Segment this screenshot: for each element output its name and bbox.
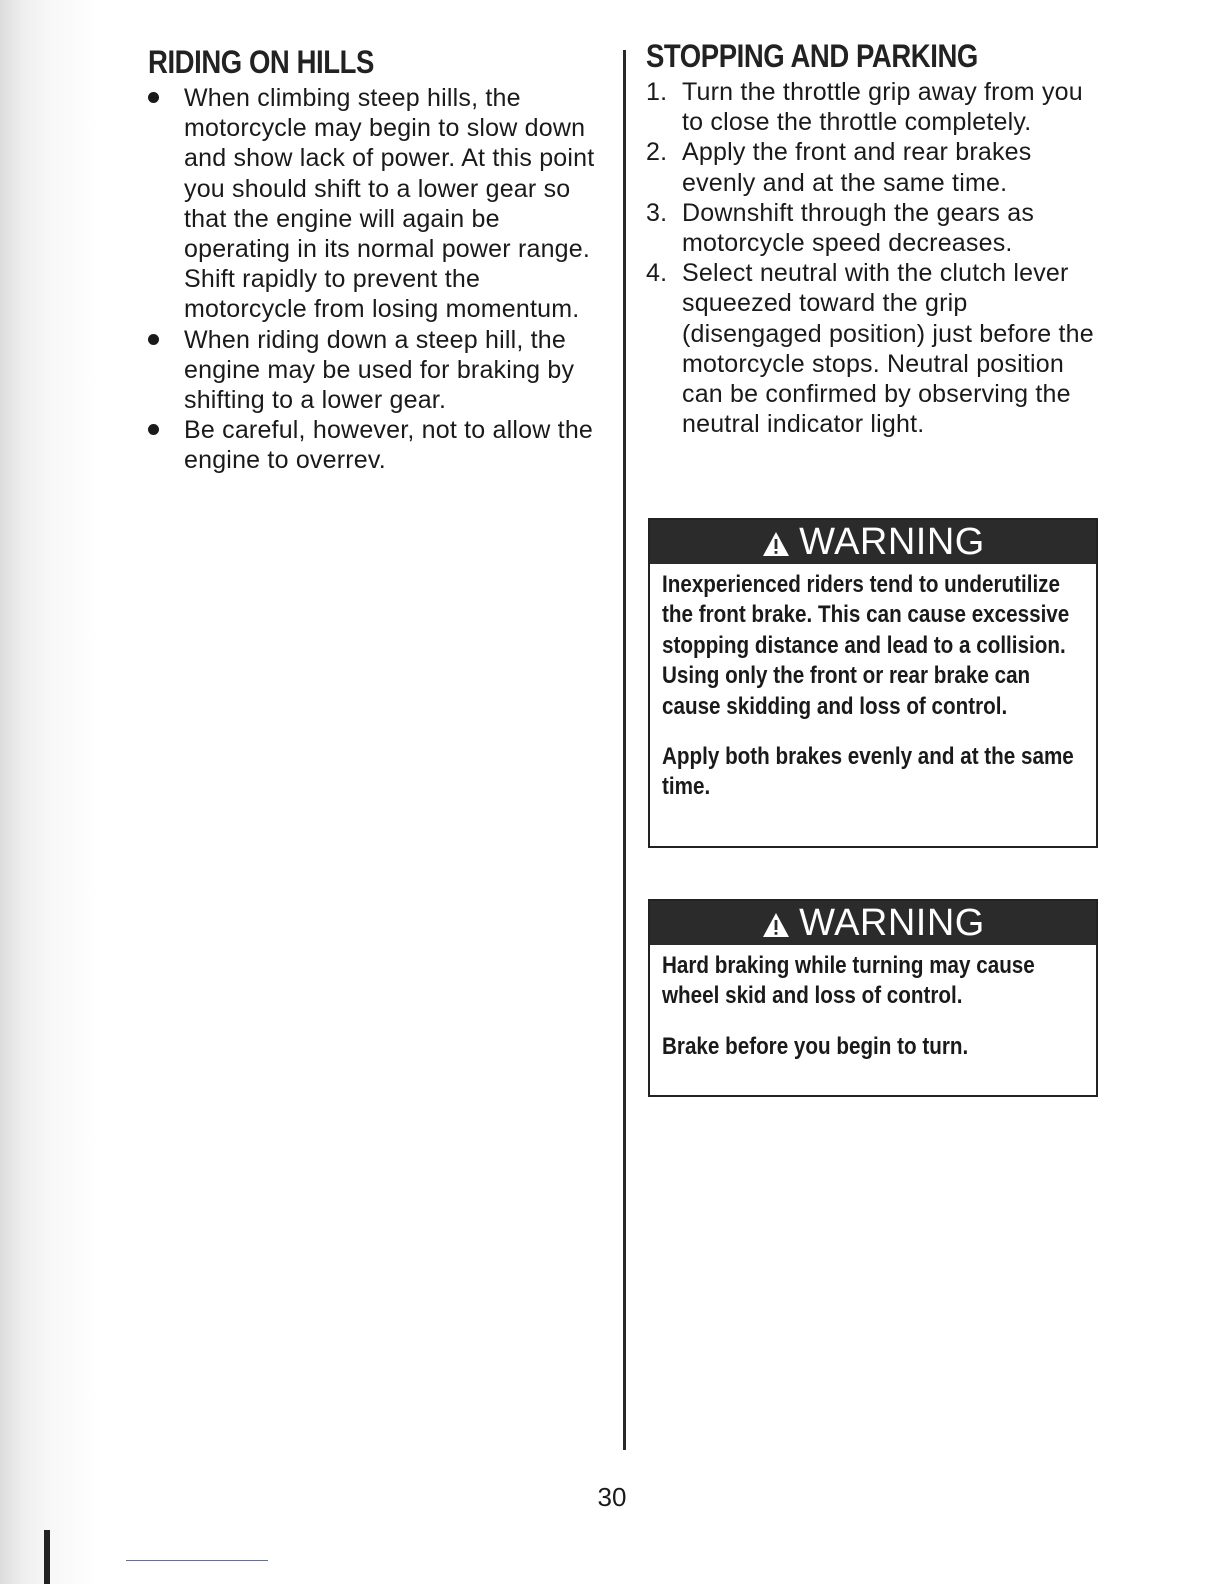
warning-label: WARNING — [799, 902, 985, 944]
warning-text: Inexperienced riders tend to underutilize the front brake. This can cause excessive stopping distance and lead to a collision. Using only the front or rear brake can cause skidding and loss of control. — [662, 571, 1070, 720]
step-text: Downshift through the gears as motorcycle speed decreases. — [682, 198, 1035, 258]
section-title-stopping-and-parking: STOPPING AND PARKING — [646, 38, 978, 74]
warning-triangle-icon — [761, 905, 791, 949]
page-spine-shadow — [0, 0, 110, 1584]
warning-body — [650, 564, 1096, 803]
warning-instruction: Brake before you begin to turn. — [662, 1032, 969, 1060]
step-number: 4. — [646, 259, 668, 288]
step-text: Apply the front and rear brakes evenly and at the same time. — [682, 138, 1032, 197]
step-text: Select neutral with the clutch lever squeezed toward the grip (disengaged position) just before the motorcycle stops. Neutral position can be confirmed by observing the neutral indicator light. — [682, 259, 1094, 439]
section-title-riding-on-hills: RIDING ON HILLS — [148, 44, 374, 80]
warning-label: WARNING — [799, 521, 985, 563]
step-number: 2. — [646, 138, 668, 167]
bullet-item: When climbing steep hills, the motorcycle may begin to slow down and show lack of power. At this point you should shift to a lower gear so that the engine will again be operating in its normal power range. Shift rapidly to prevent the motorcycle from losing momentum. — [148, 83, 598, 325]
step-number: 1. — [646, 78, 668, 106]
warning-box-front-brake — [648, 518, 1098, 848]
binding-mark — [44, 1530, 50, 1584]
warning-header — [650, 901, 1096, 945]
warning-text: Hard braking while turning may cause wheel skid and loss of control. — [662, 952, 1035, 1010]
bullet-icon — [148, 92, 159, 103]
bottom-rule — [126, 1560, 268, 1561]
warning-triangle-icon — [761, 524, 791, 568]
warning-box-hard-braking — [648, 899, 1098, 1097]
bullet-item: Be careful, however, not to allow the engine to overrev. — [148, 415, 598, 475]
hills-bullet-list — [148, 83, 598, 476]
page-number: 30 — [597, 1482, 627, 1512]
warning-header — [650, 520, 1096, 564]
step-item — [646, 137, 1098, 197]
bullet-item: When riding down a steep hill, the engine may be used for braking by shifting to a lower gear. — [148, 325, 598, 416]
step-number: 3. — [646, 198, 668, 227]
step-item — [646, 77, 1098, 137]
step-item — [646, 198, 1098, 258]
stopping-steps-list — [646, 77, 1098, 439]
column-divider — [623, 50, 626, 1450]
step-text: Turn the throttle grip away from you to close the throttle completely. — [682, 78, 1083, 137]
warning-instruction: Apply both brakes evenly and at the same time. — [662, 743, 1074, 801]
riding-on-hills-section — [148, 44, 598, 476]
warning-body — [650, 945, 1096, 1062]
bullet-icon — [148, 334, 159, 345]
stopping-and-parking-section — [646, 38, 1098, 439]
step-item — [646, 258, 1098, 439]
bullet-icon — [148, 424, 159, 435]
